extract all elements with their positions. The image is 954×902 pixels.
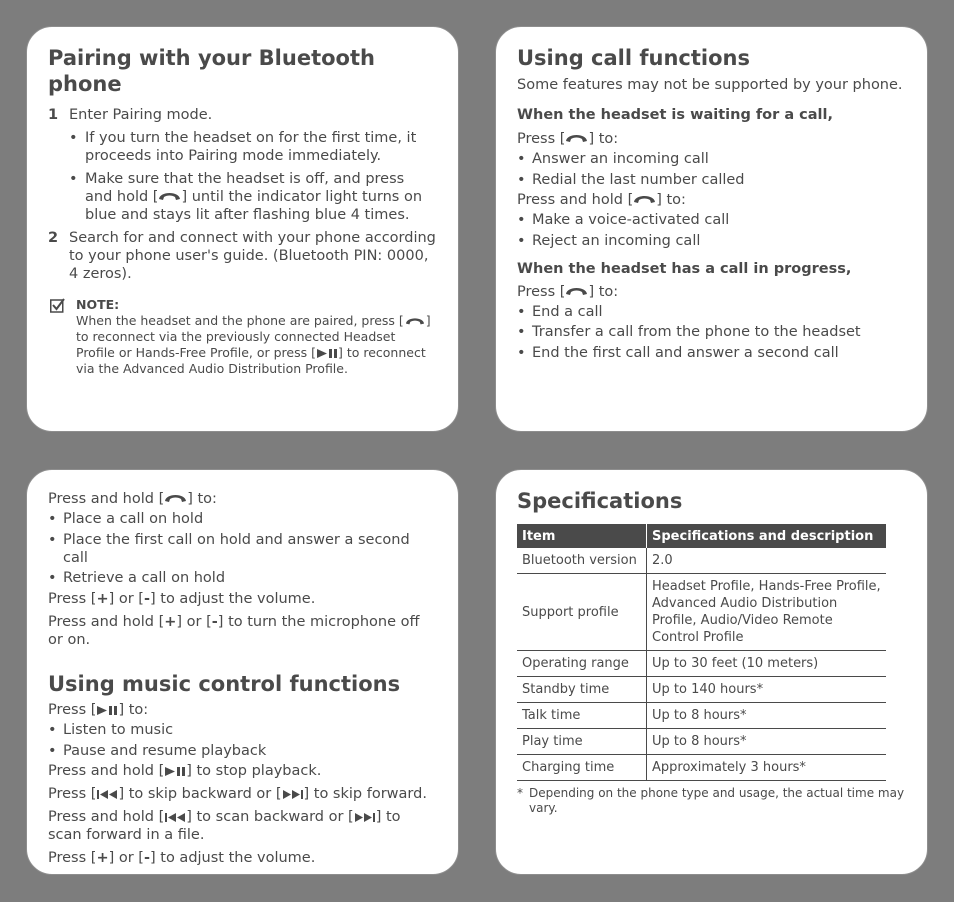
microphone-line: Press and hold [+] or [-] to turn the microphone off or on. <box>48 614 420 648</box>
table-row: Standby time Up to 140 hours* <box>517 677 886 703</box>
volume-line: Press [+] or [-] to adjust the volume. <box>48 591 316 607</box>
table-row: Bluetooth version 2.0 <box>517 548 886 574</box>
specifications-table <box>517 524 886 781</box>
minus-key: - <box>143 850 150 866</box>
pairing-panel <box>26 26 459 432</box>
note-checkbox-icon <box>50 298 65 313</box>
hold-music-panel <box>26 469 459 875</box>
specifications-title: Specifications <box>517 489 683 513</box>
pairing-title: Pairing with your Bluetooth phone <box>48 46 375 96</box>
list-item: • If you turn the headset on for the first time, it proceeds into Pairing mode immediately. <box>69 129 436 165</box>
list-item: • Place the first call on hold and answer a second call <box>48 531 436 567</box>
volume-line-2: Press [+] or [-] to adjust the volume. <box>48 850 316 866</box>
list-item: • Pause and resume playback <box>48 742 436 760</box>
call-functions-intro: Some features may not be supported by your phone. <box>517 77 903 93</box>
call-icon <box>404 315 426 327</box>
progress-heading: When the headset has a call in progress, <box>517 260 852 277</box>
list-item: • Redial the last number called <box>517 171 905 189</box>
list-item: • End a call <box>517 303 905 321</box>
call-icon <box>565 131 588 145</box>
call-icon <box>565 284 588 298</box>
call-functions-panel <box>495 26 928 432</box>
skip-back-icon <box>96 789 118 800</box>
plus-key: + <box>164 614 177 630</box>
play-pause-icon <box>164 766 186 777</box>
pairing-note: NOTE: When the headset and the phone are paired, press [ ] to reconnect via the previously connected Headset Profile or Hands-Free Profile, or press [ ] to reconnect via the Advanced Audio Distribution Profile. <box>48 297 436 377</box>
music-press-line: Press [ ] to: <box>48 702 149 718</box>
table-header-item: Item <box>517 524 647 548</box>
call-icon <box>158 189 181 203</box>
waiting-hold-line: Press and hold [ ] to: <box>517 192 686 208</box>
skip-back-icon <box>164 812 186 823</box>
skip-line: Press [ ] to skip backward or [ ] to skip forward. <box>48 786 427 802</box>
call-icon <box>164 491 187 505</box>
waiting-heading: When the headset is waiting for a call, <box>517 107 834 123</box>
table-row: Charging time Approximately 3 hours* <box>517 755 886 781</box>
call-functions-title: Using call functions <box>517 46 750 70</box>
table-row: Play time Up to 8 hours* <box>517 729 886 755</box>
table-row: Operating range Up to 30 feet (10 meters) <box>517 651 886 677</box>
list-item: • Make a voice-activated call <box>517 211 905 229</box>
waiting-press-line: Press [ ] to: <box>517 131 619 147</box>
play-pause-icon <box>96 705 118 716</box>
list-item: • Make sure that the headset is off, and press and hold [ ] until the indicator light turns on blue and stays lit after flashing blue 4 times. <box>69 170 436 224</box>
pairing-step-1: 1 Enter Pairing mode. • If you turn the headset on for the first time, it proceeds into Pairing mode immediately. • Make sure that the headset is off, and press and hold [ ] until the indicator light turns on blue and stays lit after flashing blue 4 times. <box>48 106 436 224</box>
stop-line: Press and hold [ ] to stop playback. <box>48 763 322 779</box>
pairing-step-2: 2 Search for and connect with your phone according to your phone user's guide. (Bluetooth PIN: 0000, 4 zeros). <box>48 230 436 282</box>
hold-line: Press and hold [ ] to: <box>48 491 217 507</box>
plus-key: + <box>96 850 109 866</box>
minus-key: - <box>211 614 218 630</box>
note-title: NOTE: <box>76 297 120 312</box>
list-item: • Place a call on hold <box>48 510 436 528</box>
scan-line: Press and hold [ ] to scan backward or [ ] to scan forward in a file. <box>48 809 401 843</box>
list-item: • Reject an incoming call <box>517 232 905 250</box>
play-pause-icon <box>316 348 338 359</box>
table-row: Support profile Headset Profile, Hands-Free Profile, Advanced Audio Distribution Profile, Audio/Video Remote Control Profile <box>517 574 886 651</box>
list-item: • Transfer a call from the phone to the headset <box>517 323 905 341</box>
table-header-description: Specifications and description <box>647 524 887 548</box>
specifications-footnote: * Depending on the phone type and usage, the actual time may vary. <box>517 786 905 815</box>
progress-press-line: Press [ ] to: <box>517 283 619 300</box>
list-item: • Retrieve a call on hold <box>48 569 436 587</box>
minus-key: - <box>143 591 150 607</box>
skip-forward-icon <box>354 812 376 823</box>
table-row: Talk time Up to 8 hours* <box>517 703 886 729</box>
plus-key: + <box>96 591 109 607</box>
skip-forward-icon <box>282 789 304 800</box>
list-item: • End the first call and answer a second call <box>517 344 905 362</box>
call-icon <box>633 192 656 206</box>
list-item: • Answer an incoming call <box>517 150 905 168</box>
list-item: • Listen to music <box>48 721 436 739</box>
specifications-panel <box>495 469 928 875</box>
music-title: Using music control functions <box>48 672 401 696</box>
